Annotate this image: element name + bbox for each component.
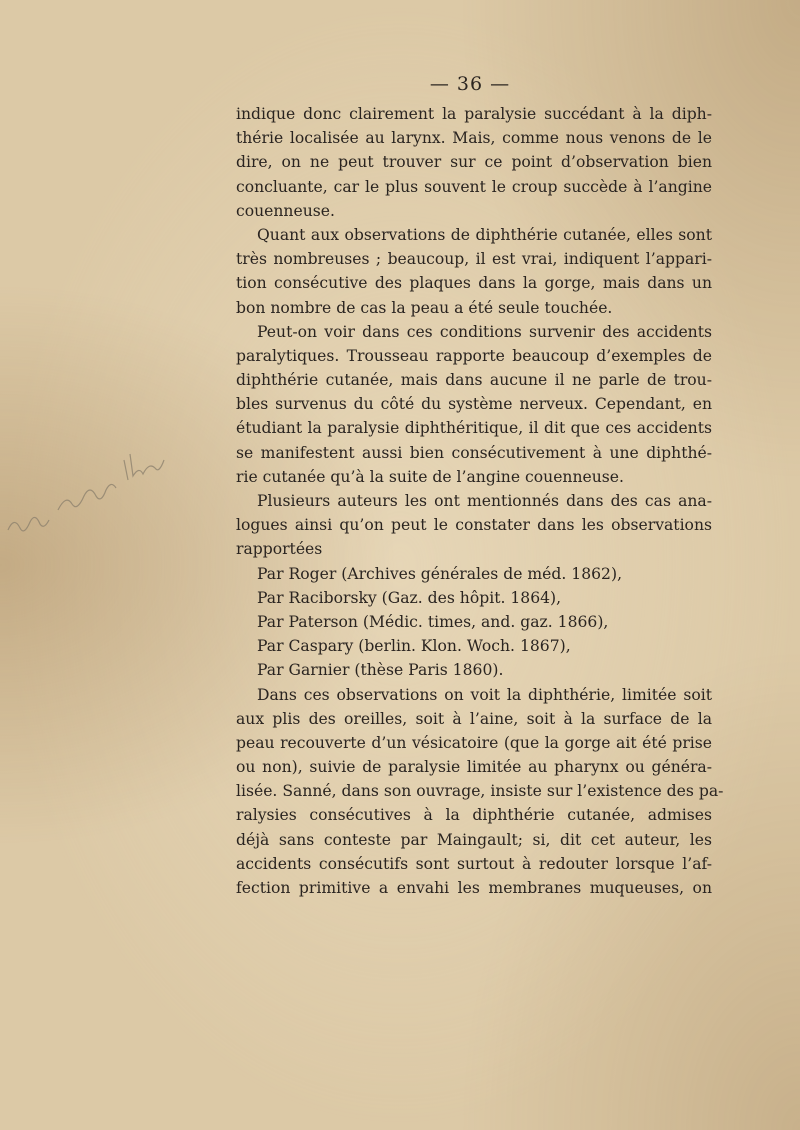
text-line: étudiant la paralysie diphthéritique, il dit que ces accidents: [236, 419, 712, 438]
text-line: Par Roger (Archives générales de méd. 1862),: [257, 564, 623, 583]
text-line: Quant aux observations de diphthérie cutanée, elles sont: [257, 225, 712, 244]
text-line: très nombreuses ; beaucoup, il est vrai, indiquent l’appari-: [236, 250, 712, 269]
text-line: logues ainsi qu’on peut le constater dans les observations: [236, 516, 712, 535]
text-line: peau recouverte d’un vésicatoire (que la gorge ait été prise: [236, 733, 712, 752]
text-line: paralytiques. Trousseau rapporte beaucoup d’exemples de: [236, 346, 712, 365]
text-line: Par Paterson (Médic. times, and. gaz. 1866),: [257, 612, 609, 631]
text-line: se manifestent aussi bien consécutivement à une diphthé-: [236, 443, 712, 462]
text-line: aux plis des oreilles, soit à l’aine, soit à la surface de la: [236, 709, 712, 728]
page-number: — 36 —: [429, 73, 511, 95]
text-line: déjà sans conteste par Maingault; si, dit cet auteur, les: [236, 830, 712, 849]
text-line: thérie localisée au larynx. Mais, comme nous venons de le: [236, 129, 712, 148]
text-line: tion consécutive des plaques dans la gorge, mais dans un: [236, 274, 712, 293]
text-line: rapportées: [236, 540, 323, 559]
text-line: accidents consécutifs sont surtout à redouter lorsque l’af-: [236, 854, 712, 873]
text-line: diphthérie cutanée, mais dans aucune il ne parle de trou-: [236, 371, 712, 390]
text-line: bles survenus du côté du système nerveux. Cependant, en: [236, 395, 712, 414]
text-line: couenneuse.: [236, 201, 335, 220]
text-line: ou non), suivie de paralysie limitée au pharynx ou généra-: [236, 758, 712, 777]
text-line: dire, on ne peut trouver sur ce point d’observation bien: [236, 153, 712, 172]
text-line: fection primitive a envahi les membranes muqueuses, on: [236, 879, 712, 897]
text-line: ralysies consécutives à la diphthérie cutanée, admises: [236, 806, 712, 825]
text-line: Par Caspary (berlin. Klon. Woch. 1867),: [257, 637, 571, 656]
text-line: Par Garnier (thèse Paris 1860).: [257, 661, 504, 680]
text-line: bon nombre de cas la peau a été seule touchée.: [236, 298, 613, 317]
body-text: [236, 102, 724, 900]
handwritten-margin-note: [6, 450, 206, 560]
text-line: Dans ces observations on voit la diphthérie, limitée soit: [257, 685, 712, 704]
text-line: rie cutanée qu’à la suite de l’angine couenneuse.: [236, 467, 624, 486]
text-line: Par Raciborsky (Gaz. des hôpit. 1864),: [257, 588, 562, 607]
text-line: Peut-on voir dans ces conditions survenir des accidents: [257, 322, 712, 341]
text-line: concluante, car le plus souvent le croup succède à l’angine: [236, 177, 712, 196]
text-line: lisée. Sanné, dans son ouvrage, insiste sur l’existence des pa-: [236, 782, 724, 801]
text-line: Plusieurs auteurs les ont mentionnés dans des cas ana-: [257, 492, 712, 510]
text-line: indique donc clairement la paralysie succédant à la diph-: [236, 105, 712, 123]
